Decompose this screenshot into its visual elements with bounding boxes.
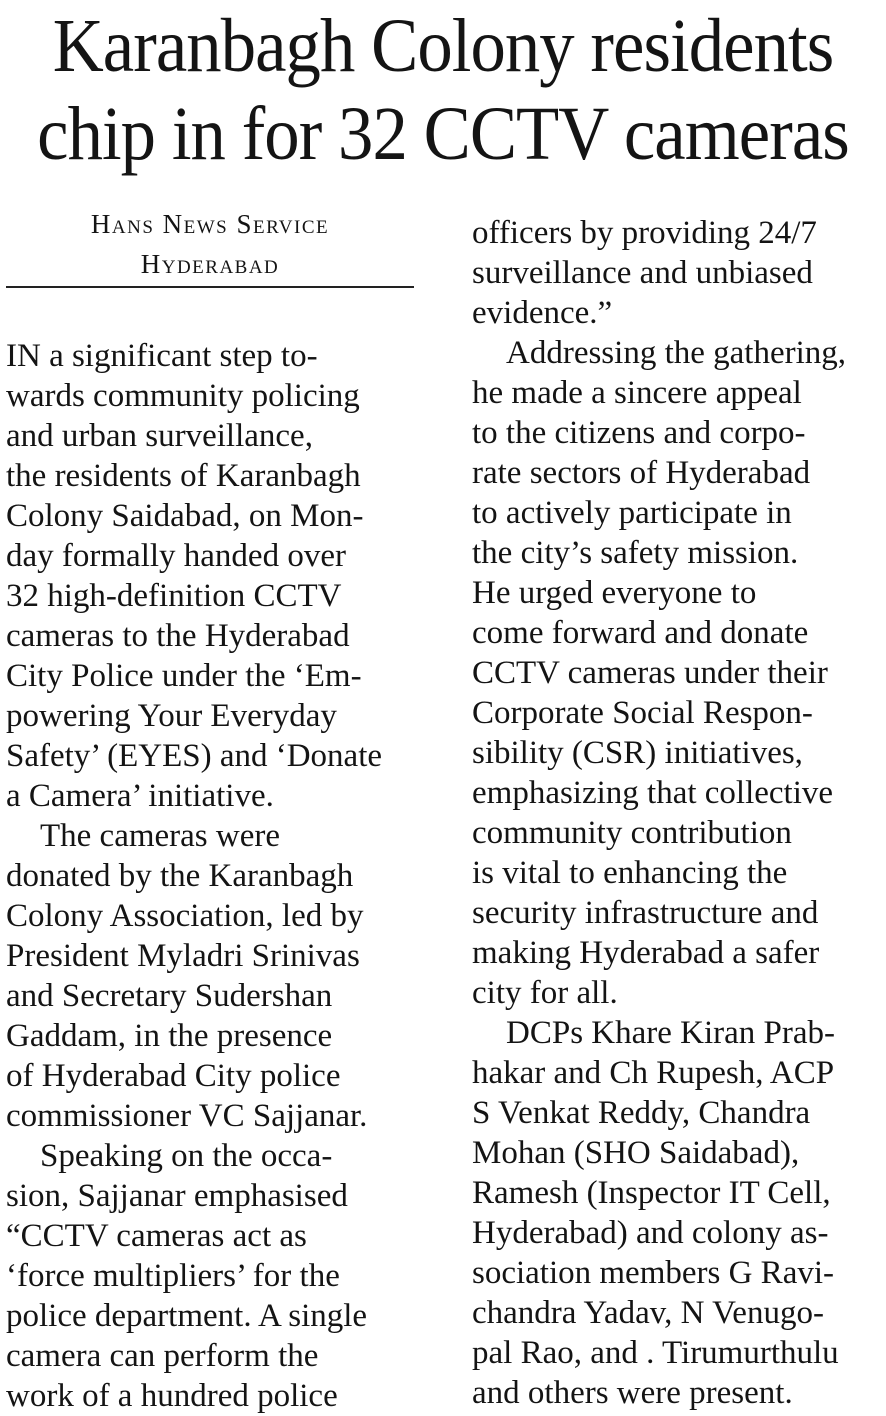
text-line: sibility (CSR) initiatives, (472, 735, 803, 771)
text-line: Mohan (SHO Saidabad), (472, 1135, 800, 1171)
text-line: evidence.” (472, 295, 613, 331)
text-line: chandra Yadav, N Venugo- (472, 1295, 824, 1331)
text-line: Hyderabad) and colony as- (472, 1215, 829, 1251)
text-line: The cameras were (40, 818, 281, 854)
text-line: is vital to enhancing the (472, 855, 788, 891)
text-line: donated by the Karanbagh (6, 858, 354, 894)
text-line: hakar and Ch Rupesh, ACP (472, 1055, 835, 1091)
text-line: a Camera’ initiative. (6, 778, 274, 814)
text-line: and others were present. (472, 1375, 793, 1411)
text-line: day formally handed over (6, 538, 346, 574)
text-line: “CCTV cameras act as (6, 1218, 307, 1254)
text-line: Corporate Social Respon- (472, 695, 813, 731)
text-line: commissioner VC Sajjanar. (6, 1098, 368, 1134)
text-line: CCTV cameras under their (472, 655, 828, 691)
text-line: Addressing the gathering, (506, 335, 847, 371)
text-line: the city’s safety mission. (472, 535, 799, 571)
headline-line-2: chip in for 32 CCTV cameras (37, 92, 849, 176)
text-line: camera can perform the (6, 1338, 319, 1374)
text-line: IN a significant step to- (6, 338, 318, 374)
text-line: police department. A single (6, 1298, 368, 1334)
text-line: Ramesh (Inspector IT Cell, (472, 1175, 831, 1211)
text-line: rate sectors of Hyderabad (472, 455, 811, 491)
text-line: and Secretary Sudershan (6, 978, 333, 1014)
text-line: powering Your Everyday (6, 698, 337, 734)
byline-location: Hyderabad (140, 249, 280, 279)
text-line: S Venkat Reddy, Chandra (472, 1095, 811, 1131)
article-column-2 (472, 213, 846, 1413)
text-line: officers by providing 24/7 (472, 215, 817, 251)
text-line: and urban surveillance, (6, 418, 313, 454)
text-line: the residents of Karanbagh (6, 458, 361, 494)
text-line: work of a hundred police (6, 1378, 338, 1414)
text-line: he made a sincere appeal (472, 375, 802, 411)
text-line: community contribution (472, 815, 792, 851)
text-line: come forward and donate (472, 615, 809, 651)
text-line: cameras to the Hyderabad (6, 618, 350, 654)
text-line: sion, Sajjanar emphasised (6, 1178, 348, 1214)
text-line: He urged everyone to (472, 575, 757, 611)
byline (6, 204, 414, 284)
headline (31, 0, 855, 178)
text-line: wards community policing (6, 378, 360, 414)
text-line: sociation members G Ravi- (472, 1255, 835, 1291)
text-line: surveillance and unbiased (472, 255, 813, 291)
text-line: Colony Association, led by (6, 898, 364, 934)
text-line: security infrastructure and (472, 895, 819, 931)
text-line: city for all. (472, 975, 618, 1011)
text-line: President Myladri Srinivas (6, 938, 360, 974)
byline-source: Hans News Service (90, 209, 330, 239)
text-line: DCPs Khare Kiran Prab- (506, 1015, 836, 1051)
text-line: pal Rao, and . Tirumurthulu (472, 1335, 839, 1371)
text-line: City Police under the ‘Em- (6, 658, 362, 694)
text-line: Colony Saidabad, on Mon- (6, 498, 364, 534)
text-line: emphasizing that collective (472, 775, 834, 811)
text-line: Gaddam, in the presence (6, 1018, 333, 1054)
text-line: 32 high-definition CCTV (6, 578, 342, 614)
headline-line-1: Karanbagh Colony residents (52, 4, 834, 88)
text-line: to the citizens and corpo- (472, 415, 806, 451)
text-line: to actively participate in (472, 495, 792, 531)
text-line: making Hyderabad a safer (472, 935, 820, 971)
text-line: of Hyderabad City police (6, 1058, 341, 1094)
text-line: Speaking on the occa- (40, 1138, 333, 1174)
text-line: ‘force multipliers’ for the (6, 1258, 340, 1294)
article-column-1 (6, 336, 382, 1416)
text-line: Safety’ (EYES) and ‘Donate (6, 738, 383, 774)
byline-divider (6, 286, 414, 288)
